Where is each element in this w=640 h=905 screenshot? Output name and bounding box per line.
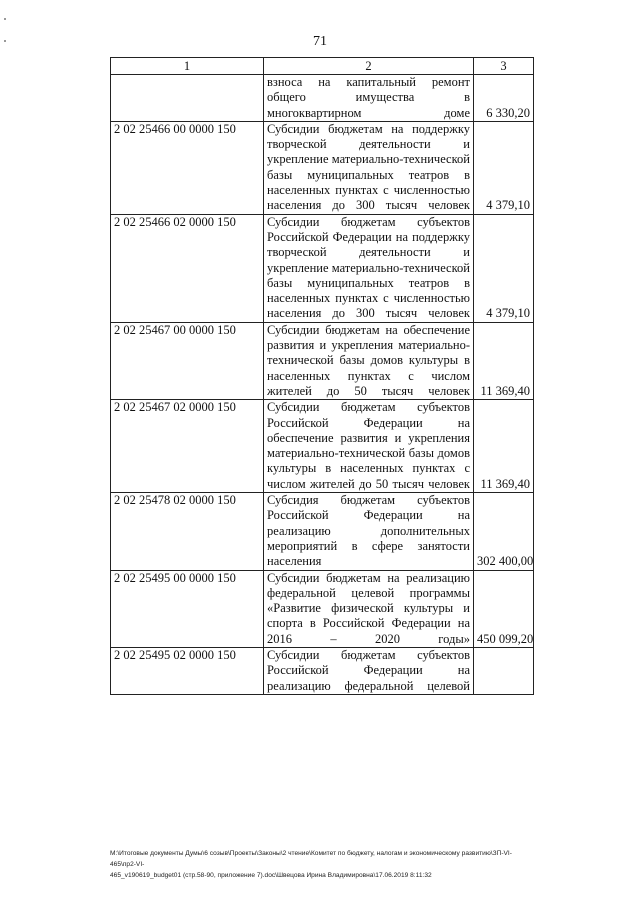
footer-line-1: M:\Итоговые документы Думы\6 созыв\Проекты\Законы\2 чтение\Комитет по бюджету, налогам и экономическому развитию\ЗП-VI-465\пр2-VI- bbox=[110, 850, 512, 868]
table-row bbox=[111, 322, 534, 399]
row-description: Субсидии бюджетам на поддержку творческой деятельности и укрепление материально-технической базы муниципальных театров в населенных пунктах с численностью населения до 300 тысяч человек bbox=[264, 121, 474, 214]
row-description: Субсидии бюджетам субъектов Российской Федерации на поддержку творческой деятельности и укрепление материально-технической базы муниципальных театров в населенных пунктах с численностью населения до 300 тысяч человек bbox=[264, 214, 474, 322]
row-description: Субсидии бюджетам на обеспечение развития и укрепления материально-технической базы домов культуры в населенных пунктах с числом жителей до 50 тысяч человек bbox=[264, 322, 474, 399]
table-row bbox=[111, 400, 534, 493]
table-header-row bbox=[111, 58, 534, 75]
row-amount: 11 369,40 bbox=[474, 400, 534, 493]
row-amount: 4 379,10 bbox=[474, 214, 534, 322]
footer-line-2: 465_v190619_budget01 (стр.58-90, приложение 7).doc\Швецова Ирина Владимировна\17.06.2019 8:11:32 bbox=[110, 872, 432, 879]
table-row bbox=[111, 121, 534, 214]
table-row bbox=[111, 214, 534, 322]
row-amount: 450 099,20 bbox=[474, 570, 534, 647]
scan-mark bbox=[4, 18, 6, 20]
row-amount: 6 330,20 bbox=[474, 75, 534, 122]
row-code: 2 02 25466 02 0000 150 bbox=[111, 214, 264, 322]
table-row bbox=[111, 75, 534, 122]
row-code: 2 02 25495 02 0000 150 bbox=[111, 647, 264, 694]
column-header-amount: 3 bbox=[474, 58, 534, 75]
budget-table bbox=[110, 57, 534, 695]
row-code: 2 02 25466 00 0000 150 bbox=[111, 121, 264, 214]
row-description: Субсидии бюджетам субъектов Российской Федерации на обеспечение развития и укрепления материально-технической базы домов культуры в населенных пунктах с числом жителей до 50 тысяч человек bbox=[264, 400, 474, 493]
table-row bbox=[111, 647, 534, 694]
row-code: 2 02 25495 00 0000 150 bbox=[111, 570, 264, 647]
row-amount: 302 400,00 bbox=[474, 493, 534, 570]
row-amount: 11 369,40 bbox=[474, 322, 534, 399]
row-description: Субсидии бюджетам на реализацию федеральной целевой программы «Развитие физической культуры и спорта в Российской Федерации на 2016 – 2020 годы» bbox=[264, 570, 474, 647]
row-description: взноса на капитальный ремонт общего имущества в многоквартирном доме bbox=[264, 75, 474, 122]
table-row bbox=[111, 493, 534, 570]
row-description: Субсидии бюджетам субъектов Российской Федерации на реализацию федеральной целевой bbox=[264, 647, 474, 694]
row-description: Субсидия бюджетам субъектов Российской Федерации на реализацию дополнительных мероприятий в сфере занятости населения bbox=[264, 493, 474, 570]
row-amount bbox=[474, 647, 534, 694]
page-number: 71 bbox=[313, 34, 327, 49]
row-amount: 4 379,10 bbox=[474, 121, 534, 214]
column-header-code: 1 bbox=[111, 58, 264, 75]
row-code: 2 02 25467 00 0000 150 bbox=[111, 322, 264, 399]
table-row bbox=[111, 570, 534, 647]
row-code: 2 02 25478 02 0000 150 bbox=[111, 493, 264, 570]
row-code bbox=[111, 75, 264, 122]
column-header-description: 2 bbox=[264, 58, 474, 75]
row-code: 2 02 25467 02 0000 150 bbox=[111, 400, 264, 493]
document-file-path-footer bbox=[110, 848, 530, 881]
